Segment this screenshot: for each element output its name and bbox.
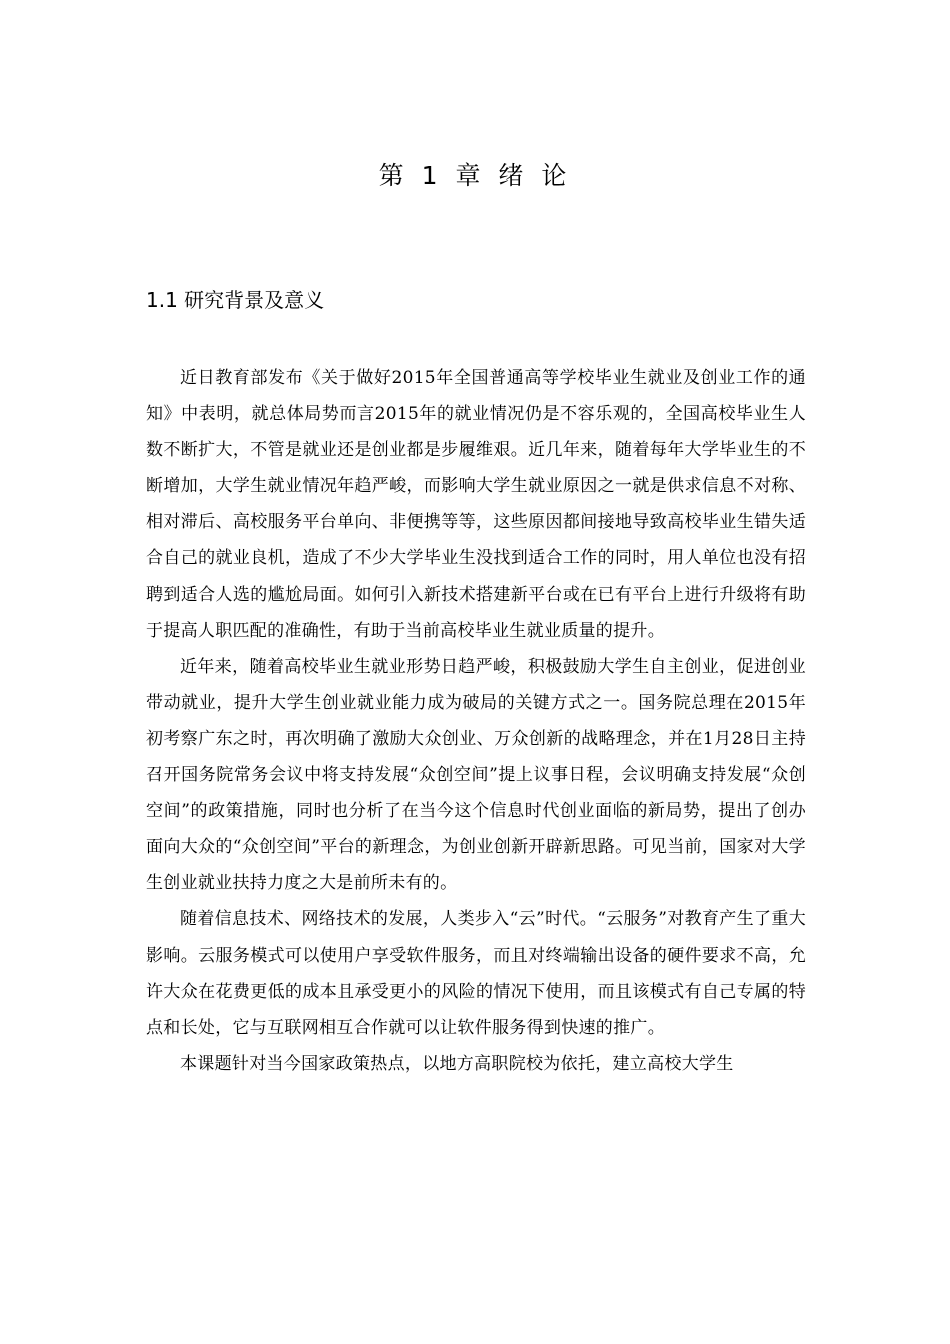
- paragraph: 本课题针对当今国家政策热点，以地方高职院校为依托，建立高校大学生: [180, 1053, 734, 1074]
- body-text: [146, 360, 806, 1082]
- paragraph: 随着信息技术、网络技术的发展，人类步入“云”时代。“云服务”对教育产生了重大影响。云服务模式可以使用户享受软件服务，而且对终端输出设备的硬件要求不高，允许大众在花费更低的成本且承受更小的风险的情况下使用，而且该模式有自己专属的特点和长处，它与互联网相互合作就可以让软件服务得到快速的推广。: [146, 909, 806, 1038]
- section-title: 1.1 研究背景及意义: [146, 288, 325, 312]
- paragraph: 近年来，随着高校毕业生就业形势日趋严峻，积极鼓励大学生自主创业，促进创业带动就业，提升大学生创业就业能力成为破局的关键方式之一。国务院总理在2015年初考察广东之时，再次明确了激励大众创业、万众创新的战略理念，并在1月28日主持召开国务院常务会议中将支持发展“众创空间”提上议事日程，会议明确支持发展“众创空间”的政策措施，同时也分析了在当今这个信息时代创业面临的新局势，提出了创办面向大众的“众创空间”平台的新理念，为创业创新开辟新思路。可见当前，国家对大学生创业就业扶持力度之大是前所未有的。: [146, 656, 806, 894]
- chapter-title: 第 1 章 绪 论: [378, 161, 572, 190]
- paragraph: 近日教育部发布《关于做好2015年全国普通高等学校毕业生就业及创业工作的通知》中表明，就总体局势而言2015年的就业情况仍是不容乐观的，全国高校毕业生人数不断扩大，不管是就业还是创业都是步履维艰。近几年来，随着每年大学毕业生的不断增加，大学生就业情况年趋严峻，而影响大学生就业原因之一就是供求信息不对称、相对滞后、高校服务平台单向、非便携等等，这些原因都间接地导致高校毕业生错失适合自己的就业良机，造成了不少大学毕业生没找到适合工作的同时，用人单位也没有招聘到适合人选的尴尬局面。如何引入新技术搭建新平台或在已有平台上进行升级将有助于提高人职匹配的准确性，有助于当前高校毕业生就业质量的提升。: [146, 368, 806, 641]
